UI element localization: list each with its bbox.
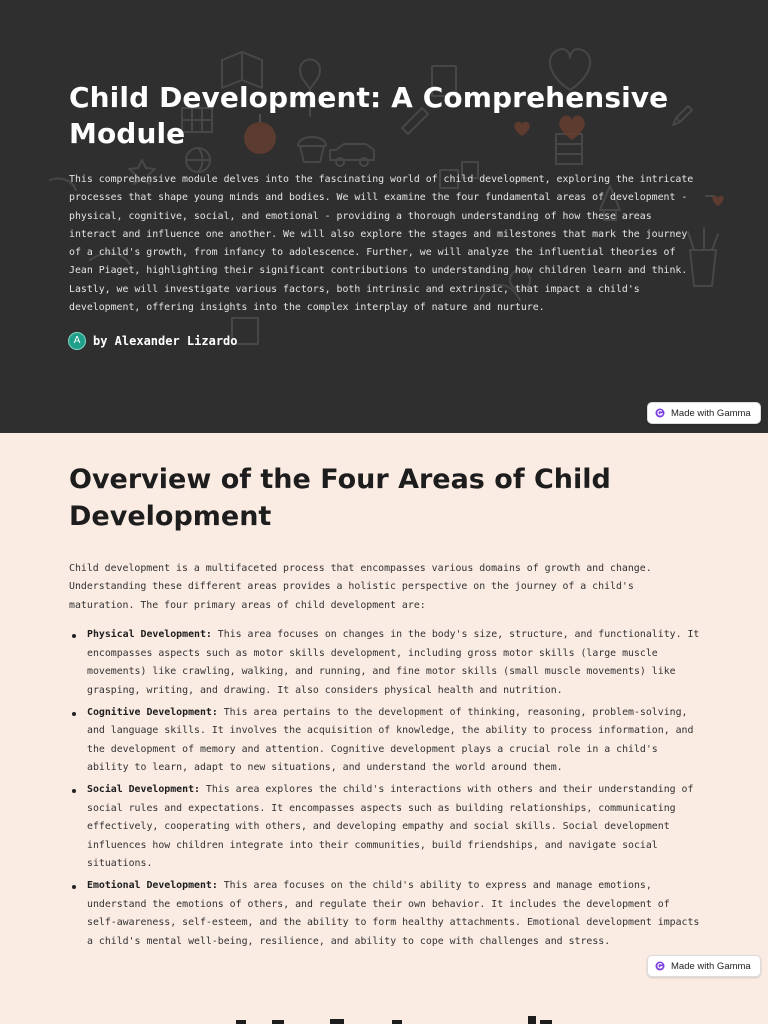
bullet-icon [72, 885, 76, 889]
next-slide-heading-peek [0, 1016, 768, 1024]
list-item-text: This area focuses on the child's ability to express and manage emotions, understand the emotions of others, and regulate their own behavior. It includes the development of self-awareness, self-esteem, and the ability to form healthy attachments. Emotional development impacts a child's mental well-being, resilience, and ability to cope with challenges and stress. [87, 880, 700, 947]
overview-intro: Child development is a multifaceted process that encompasses various domains of growth and change. Understanding these different areas provides a holistic perspective on the journey of a child's maturation. The four primary areas of child development are: [69, 563, 652, 611]
title-slide [0, 0, 768, 433]
bullet-icon [72, 634, 76, 638]
made-with-gamma-label: Made with Gamma [671, 960, 751, 972]
list-item-cognitive [69, 704, 701, 778]
made-with-gamma-label: Made with Gamma [671, 407, 751, 419]
development-areas-list [69, 626, 701, 955]
author-name: by Alexander Lizardo [93, 334, 238, 348]
gamma-logo-icon [655, 961, 665, 971]
list-item-text: This area pertains to the development of thinking, reasoning, problem-solving, and language skills. It involves the acquisition of knowledge, the ability to process information, and the development of memory and attention. Cognitive development plays a crucial role in a child's ability to learn, adapt to new situations, and understand the world around them. [87, 706, 694, 773]
overview-slide [0, 433, 768, 1024]
list-item-term: Social Development: [87, 784, 200, 795]
list-item-text: This area focuses on changes in the body's size, structure, and functionality. It encompasses aspects such as motor skills development, including gross motor skills (large muscle movements) like crawling, walking, and running, and fine motor skills (small muscle movements) like grasping, writing, and drawing. It also considers physical health and nutrition. [87, 629, 700, 696]
slide-title: Child Development: A Comprehensive Module [69, 81, 669, 150]
list-item-emotional [69, 877, 701, 951]
avatar[interactable]: A [68, 332, 86, 350]
made-with-gamma-button[interactable] [647, 955, 761, 977]
list-item-term: Cognitive Development: [87, 706, 218, 718]
list-item-term: Physical Development: [87, 629, 212, 640]
list-item-social [69, 781, 701, 874]
list-item-physical [69, 626, 701, 700]
bullet-icon [72, 789, 76, 793]
overview-title: Overview of the Four Areas of Child Development [69, 464, 611, 532]
slide-description: This comprehensive module delves into the fascinating world of child development, exploring the intricate processes that shape young minds and bodies. We will examine the four fundamental areas of development - physical, cognitive, social, and emotional - providing a thorough understanding of how these areas interact and influence one another. We will also explore the stages and milestones that mark the journey of a child's growth, from infancy to adolescence. Further, we will analyze the influential theories of Jean Piaget, highlighting their significant contributions to understanding how children learn and think. Lastly, we will investigate various factors, both intrinsic and extrinsic, that impact a child's development, offering insights into the complex interplay of nature and nurture. [69, 174, 694, 314]
made-with-gamma-button[interactable] [647, 402, 761, 424]
author-byline [68, 331, 238, 351]
list-item-text: This area explores the child's interactions with others and their understanding of social rules and expectations. It encompasses aspects such as building relationships, communicating effectively, cooperating with others, and developing empathy and social skills. Social development influences how children integrate into their communities, build friendships, and navigate social situations. [87, 784, 694, 869]
gamma-logo-icon [655, 408, 665, 418]
list-item-term: Emotional Development: [87, 880, 218, 891]
bullet-icon [72, 712, 76, 716]
